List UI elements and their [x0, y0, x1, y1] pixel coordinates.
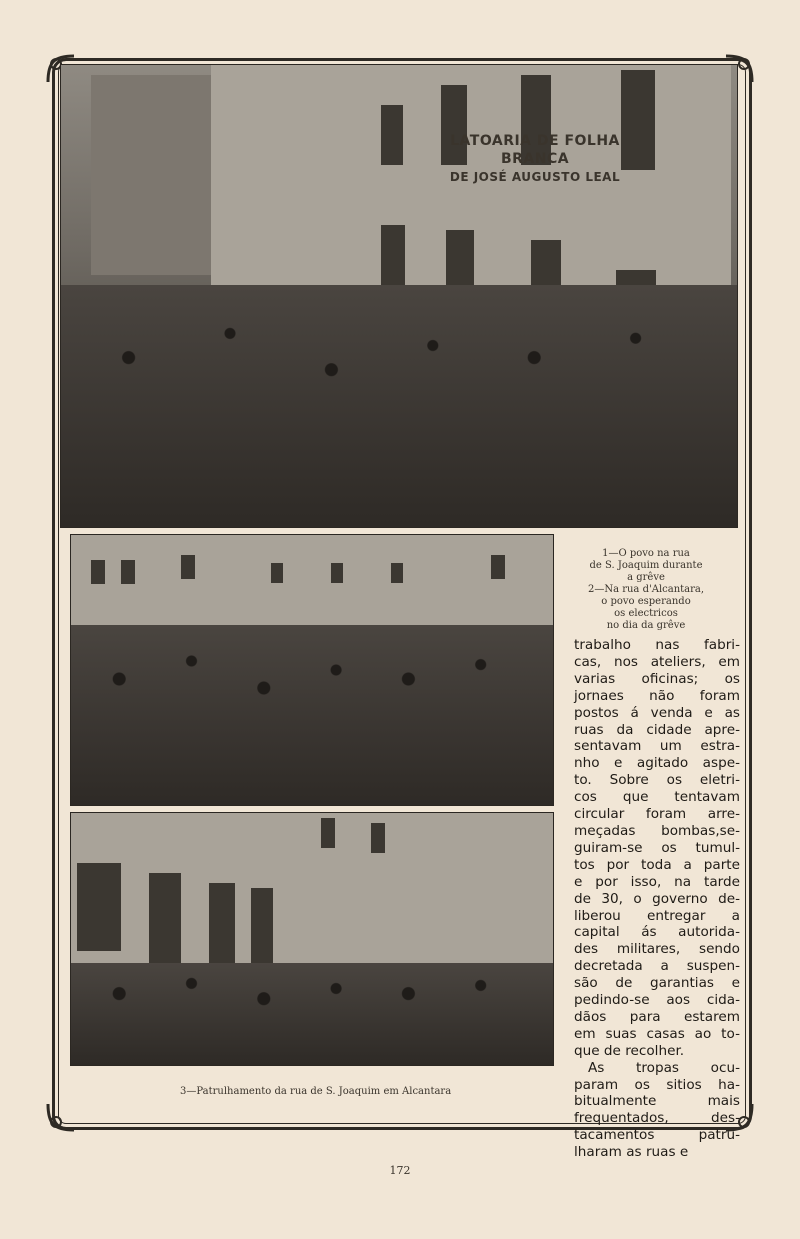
article-line: cas, nos ateliers, em — [574, 653, 740, 670]
article-line: varias oficinas; os — [574, 670, 740, 687]
article-line: lharam as ruas e — [574, 1144, 689, 1161]
article-line: des militares, sendo — [574, 941, 740, 958]
article-line: que de recolher. — [574, 1042, 685, 1059]
article-line: decretada a suspen- — [574, 958, 740, 975]
caption-line: a grêve — [627, 572, 665, 583]
article-line: liberou entregar a — [574, 907, 740, 924]
shop-sign-line2: DE JOSÉ AUGUSTO LEAL — [449, 170, 621, 184]
caption-line: 1—O povo na rua — [602, 548, 690, 559]
caption-line: 2—Na rua d'Alcantara, — [587, 584, 705, 595]
article-line: em suas casas ao to- — [574, 1025, 740, 1042]
shop-sign — [430, 132, 640, 186]
article-line: são de garantias e — [574, 975, 740, 992]
article-line: As tropas ocu- — [588, 1059, 740, 1076]
article-line: ruas da cidade apre- — [574, 721, 740, 738]
article-line: nho e agitado aspe- — [574, 755, 740, 772]
article-line: pedindo-se aos cida- — [574, 992, 740, 1009]
article-line: to. Sobre os eletri- — [574, 772, 740, 789]
article-line: param os sitios ha- — [574, 1076, 740, 1093]
photo-rua-alcantara — [70, 534, 554, 806]
caption-line: de S. Joaquim durante — [589, 560, 703, 571]
caption-line: o povo esperando — [601, 596, 691, 607]
page-number: 172 — [389, 1164, 411, 1177]
article-line: jornaes não foram — [574, 687, 740, 704]
bottom-caption: 3—Patrulhamento da rua de S. Joaquim em Alcantara — [180, 1086, 452, 1097]
photo-patrulhamento — [70, 812, 554, 1066]
article-line: dãos para estarem — [574, 1008, 740, 1025]
article-text — [574, 637, 740, 1161]
article-line: trabalho nas fabri- — [574, 637, 740, 653]
corner-ornament-icon — [44, 1100, 78, 1134]
article-line: bitualmente mais — [574, 1093, 740, 1110]
article-line: circular foram arre- — [574, 806, 740, 823]
article-line: frequentados, des- — [574, 1110, 740, 1127]
article-line: capital ás autorida- — [574, 924, 740, 941]
caption-line: no dia da grêve — [606, 620, 686, 631]
article-line: guiram-se os tumul- — [574, 839, 740, 856]
article-line: cos que tentavam — [574, 789, 740, 806]
article-line: sentavam um estra- — [574, 738, 740, 755]
article-line: tacamentos patru- — [574, 1127, 740, 1144]
caption-line: os electricos — [614, 608, 678, 619]
article-line: tos por toda a parte — [574, 856, 740, 873]
shop-sign-line1: LATOARIA DE FOLHA BRANCA — [450, 133, 620, 167]
article-line: e por isso, na tarde — [574, 873, 740, 890]
article-line: postos á venda e as — [574, 704, 740, 721]
article-line: meçadas bombas,se- — [574, 822, 740, 839]
article-line: de 30, o governo de- — [574, 890, 740, 907]
photo-caption — [562, 548, 730, 632]
